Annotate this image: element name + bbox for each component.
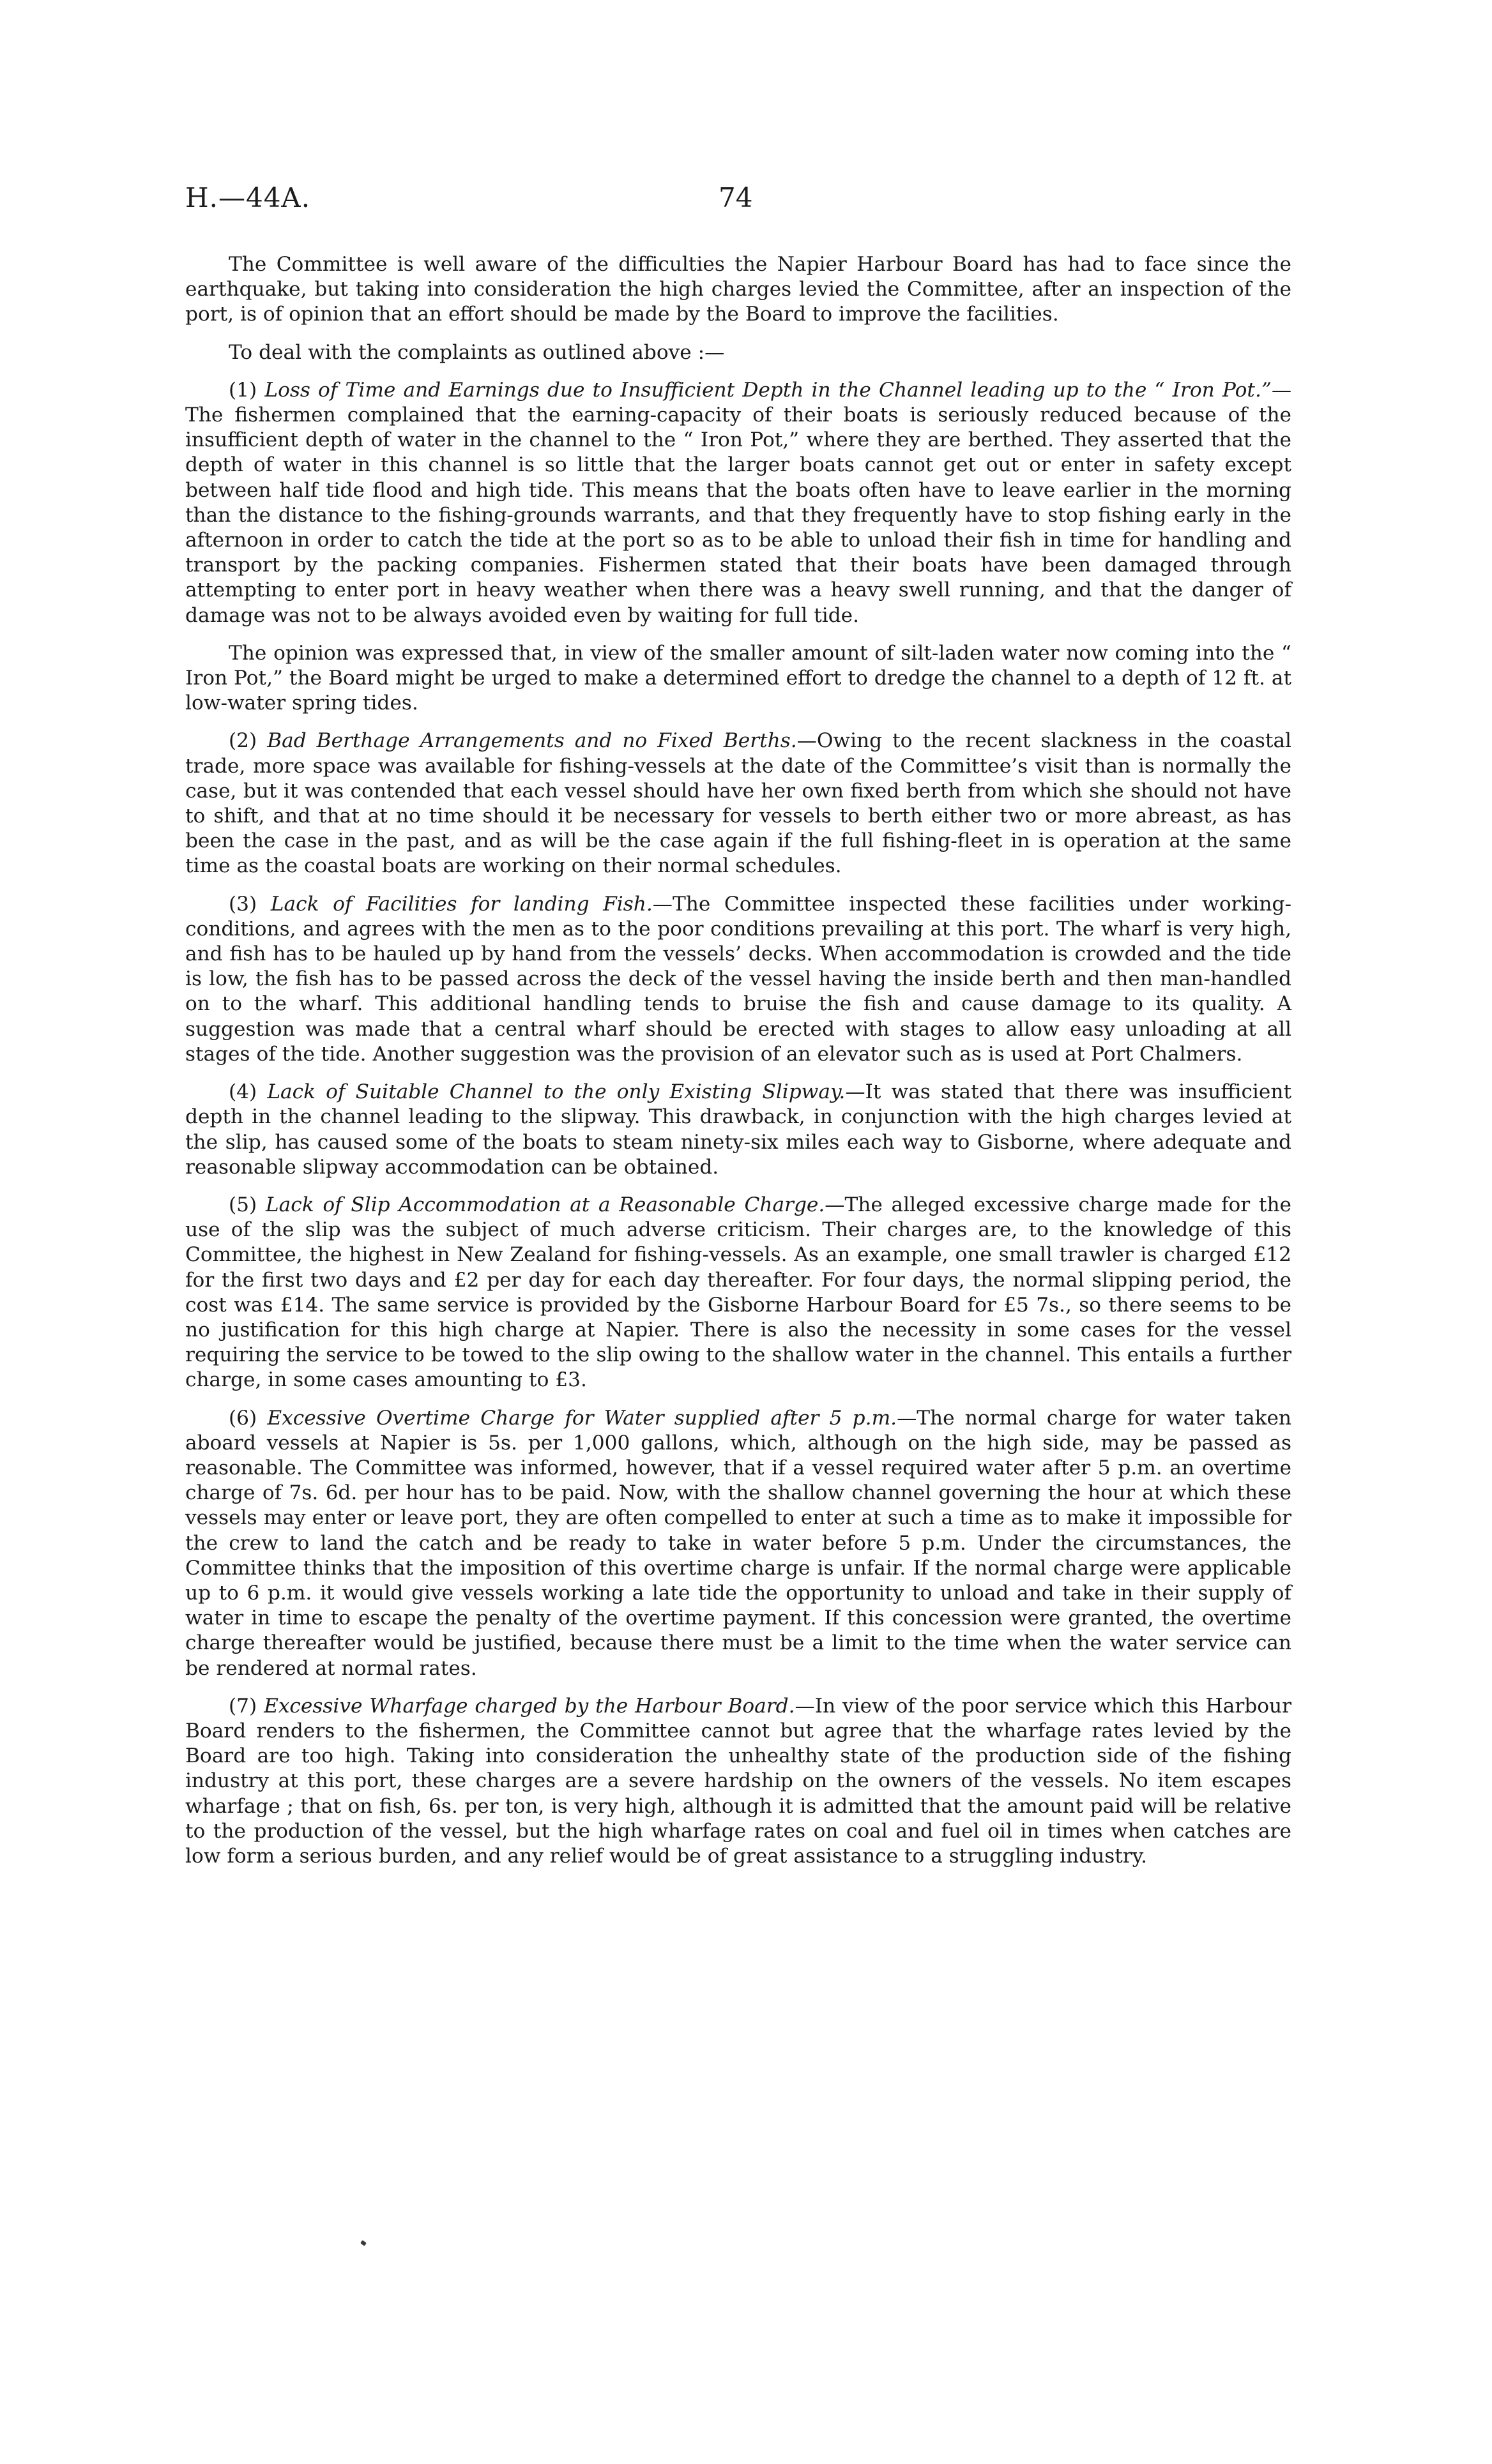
item-heading: Lack of Suitable Channel to the only Existing Slipway. [267,1080,846,1104]
item-number: (2) [229,729,257,753]
complaint-item [185,1694,1291,1869]
intro-paragraph: The Committee is well aware of the difficulties the Napier Harbour Board has had to face since the earthquake, but taking into consideration the high charges levied the Committee, after an inspection of the port, is of opinion that an effort should be made by the Board to improve the facilities. [185,253,1291,326]
page-number: 74 [719,182,753,213]
item-heading: Loss of Time and Earnings due to Insufficient Depth in the Channel leading up to the “ Iron Pot.” [264,378,1272,402]
complaint-item [185,1080,1291,1180]
complaint-item [185,1406,1291,1681]
complaint-item [185,1193,1291,1393]
item-heading: Lack of Facilities for landing Fish. [270,892,653,916]
item-heading: Excessive Overtime Charge for Water supplied after 5 p.m. [267,1406,897,1430]
item-body: —Owing to the recent slackness in the coastal trade, more space was available for fishing-vessels at the date of the Committee’s visit than is normally the case, but it was contended that each vessel should have her own fixed berth from which she should not have to shift, and that at no time should it be necessary for vessels to berth either two or more abreast, as has been the case in the past, and as will be the case again if the full fishing-fleet in is operation at the same time as the coastal boats are working on their normal schedules. [185,729,1292,878]
item-body: —The alleged excessive charge made for the use of the slip was the subject of much adverse criticism. Their charges are, to the knowledge of this Committee, the highest in New Zealand for fishing-vessels. As an example, one small trawler is charged £12 for the first two days and £2 per day for each day thereafter. For four days, the normal slipping period, the cost was £14. The same service is provided by the Gisborne Harbour Board for £5 7s., so there seems to be no justification for this high charge at Napier. There is also the necessity in some cases for the vessel requiring the service to be towed to the slip owing to the shallow water in the channel. This entails a further charge, in some cases amounting to £3. [185,1193,1291,1392]
item-number: (6) [229,1406,257,1430]
complaint-item [185,729,1291,879]
item-number: (7) [229,1694,257,1718]
item-body: —It was stated that there was insufficient depth in the channel leading to the slipway. This drawback, in conjunction with the high charges levied at the slip, has caused some of the boats to steam ninety-six miles each way to Gisborne, where adequate and reasonable slipway accommodation can be obtained. [185,1080,1291,1179]
item-heading: Lack of Slip Accommodation at a Reasonable Charge. [265,1193,825,1216]
item-number: (5) [229,1193,257,1216]
intro-lead-in: To deal with the complaints as outlined above :— [229,340,725,364]
complaint-item [185,892,1291,1067]
item-number: (3) [229,892,257,916]
item-number: (4) [229,1080,257,1104]
item-follow-up-paragraph: The opinion was expressed that, in view of the smaller amount of silt-laden water now coming into the “ Iron Pot,” the Board might be urged to make a determined effort to dredge the channel to a depth of 12 ft. at low-water spring tides. [185,641,1291,715]
item-body: —The normal charge for water taken aboard vessels at Napier is 5s. per 1,000 gallons, which, although on the high side, may be passed as reasonable. The Committee was informed, however, that if a vessel required water after 5 p.m. an overtime charge of 7s. 6d. per hour has to be paid. Now, with the shallow channel governing the hour at which these vessels may enter or leave port, they are often compelled to enter at such a time as to make it impossible for the crew to land the catch and be ready to take in water before 5 p.m. Under the circumstances, the Committee thinks that the imposition of this overtime charge is unfair. If the normal charge were applicable up to 6 p.m. it would give vessels working a late tide the opportunity to unload and take in their supply of water in time to escape the penalty of the overtime payment. If this concession were granted, the overtime charge thereafter would be justified, because there must be a limit to the time when the water service can be rendered at normal rates. [185,1406,1291,1680]
document-body [185,252,1291,1882]
item-heading: Bad Berthage Arrangements and no Fixed Berths. [267,729,797,753]
item-number: (1) [229,378,257,402]
item-body: —The Committee inspected these facilities under working-conditions, and agrees with the men as to the poor conditions prevailing at this port. The wharf is very high, and fish has to be hauled up by hand from the vessels’ decks. When accommodation is crowded and the tide is low, the fish has to be passed across the deck of the vessel having the inside berth and then man-handled on to the wharf. This additional handling tends to bruise the fish and cause damage to its quality. A suggestion was made that a central wharf should be erected with stages to allow easy unloading at all stages of the tide. Another suggestion was the provision of an elevator such as is used at Port Chalmers. [185,892,1291,1066]
item-heading: Excessive Wharfage charged by the Harbour Board. [264,1694,795,1718]
ink-speck [360,2240,367,2246]
complaint-item [185,378,1291,628]
item-body: —In view of the poor service which this Harbour Board renders to the fishermen, the Committee cannot but agree that the wharfage rates levied by the Board are too high. Taking into consideration the unhealthy state of the production side of the fishing industry at this port, these charges are a severe hardship on the owners of the vessels. No item escapes wharfage ; that on fish, 6s. per ton, is very high, although it is admitted that the amount paid will be relative to the production of the vessel, but the high wharfage rates on coal and fuel oil in times when catches are low form a serious burden, and any relief would be of great assistance to a struggling industry. [185,1694,1291,1868]
item-body: —The fishermen complained that the earning-capacity of their boats is seriously reduced because of the insufficient depth of water in the channel to the “ Iron Pot,” where they are berthed. They asserted that the depth of water in this channel is so little that the larger boats cannot get out or enter in safety except between half tide flood and high tide. This means that the boats often have to leave earlier in the morning than the distance to the fishing-grounds warrants, and that they frequently have to stop fishing early in the afternoon in order to catch the tide at the port so as to be able to unload their fish in time for handling and transport by the packing companies. Fishermen stated that their boats have been damaged through attempting to enter port in heavy weather when there was a heavy swell running, and that the danger of damage was not to be always avoided even by waiting for full tide. [185,378,1291,627]
report-reference: H.—44A. [185,182,311,213]
